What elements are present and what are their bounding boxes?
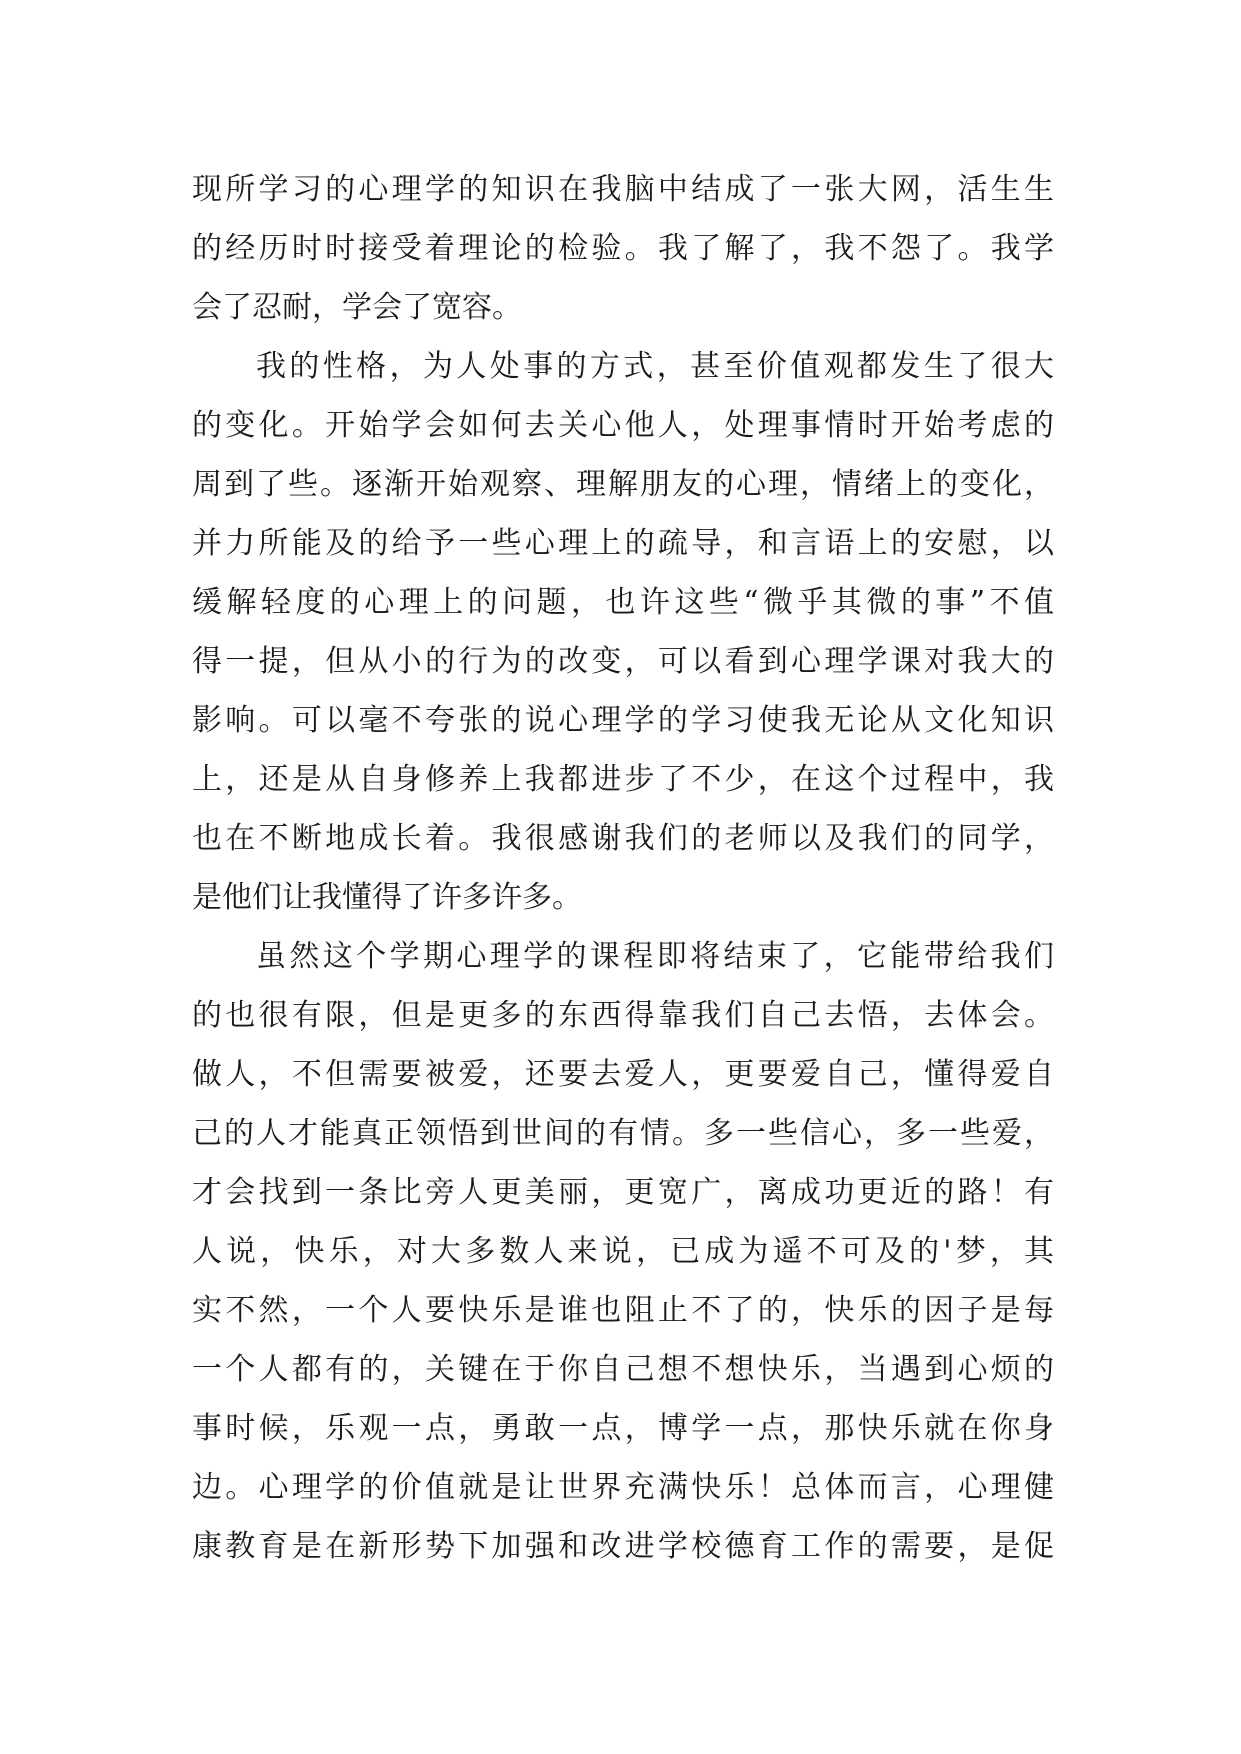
text-line: 边。心理学的价值就是让世界充满快乐！总体而言，心理健 xyxy=(192,1470,1054,1505)
body-text xyxy=(192,160,1054,1576)
text-line: 上，还是从自身修养上我都进步了不少，在这个过程中，我 xyxy=(192,762,1054,797)
text-line: 己的人才能真正领悟到世间的有情。多一些信心，多一些爱， xyxy=(192,1116,1054,1151)
text-line: 得一提，但从小的行为的改变，可以看到心理学课对我大的 xyxy=(192,644,1054,679)
text-line: 的经历时时接受着理论的检验。我了解了，我不怨了。我学 xyxy=(192,231,1054,266)
text-line: 是他们让我懂得了许多许多。 xyxy=(192,880,582,915)
text-line: 的也很有限，但是更多的东西得靠我们自己去悟，去体会。 xyxy=(192,998,1054,1033)
text-line: 一个人都有的，关键在于你自己想不想快乐，当遇到心烦的 xyxy=(192,1352,1054,1387)
text-line: 的变化。开始学会如何去关心他人，处理事情时开始考虑的 xyxy=(192,408,1054,443)
text-line: 缓解轻度的心理上的问题，也许这些“微乎其微的事”不值 xyxy=(192,585,1054,620)
text-line: 事时候，乐观一点，勇敢一点，博学一点，那快乐就在你身 xyxy=(192,1411,1054,1446)
text-line: 做人，不但需要被爱，还要去爱人，更要爱自己，懂得爱自 xyxy=(192,1057,1054,1092)
text-line: 虽然这个学期心理学的课程即将结束了，它能带给我们 xyxy=(256,939,1054,974)
text-line: 影响。可以毫不夸张的说心理学的学习使我无论从文化知识 xyxy=(192,703,1054,738)
text-line: 现所学习的心理学的知识在我脑中结成了一张大网，活生生 xyxy=(192,172,1054,207)
text-line: 我的性格，为人处事的方式，甚至价值观都发生了很大 xyxy=(256,349,1054,384)
text-line: 人说，快乐，对大多数人来说，已成为遥不可及的'梦，其 xyxy=(192,1234,1054,1269)
text-line: 康教育是在新形势下加强和改进学校德育工作的需要，是促 xyxy=(192,1529,1054,1564)
text-line: 会了忍耐，学会了宽容。 xyxy=(192,290,522,325)
text-line: 实不然，一个人要快乐是谁也阻止不了的，快乐的因子是每 xyxy=(192,1293,1054,1328)
text-line: 周到了些。逐渐开始观察、理解朋友的心理，情绪上的变化， xyxy=(192,467,1054,502)
text-line: 并力所能及的给予一些心理上的疏导，和言语上的安慰，以 xyxy=(192,526,1054,561)
text-line: 也在不断地成长着。我很感谢我们的老师以及我们的同学， xyxy=(192,821,1054,856)
text-line: 才会找到一条比旁人更美丽，更宽广，离成功更近的路！有 xyxy=(192,1175,1054,1210)
